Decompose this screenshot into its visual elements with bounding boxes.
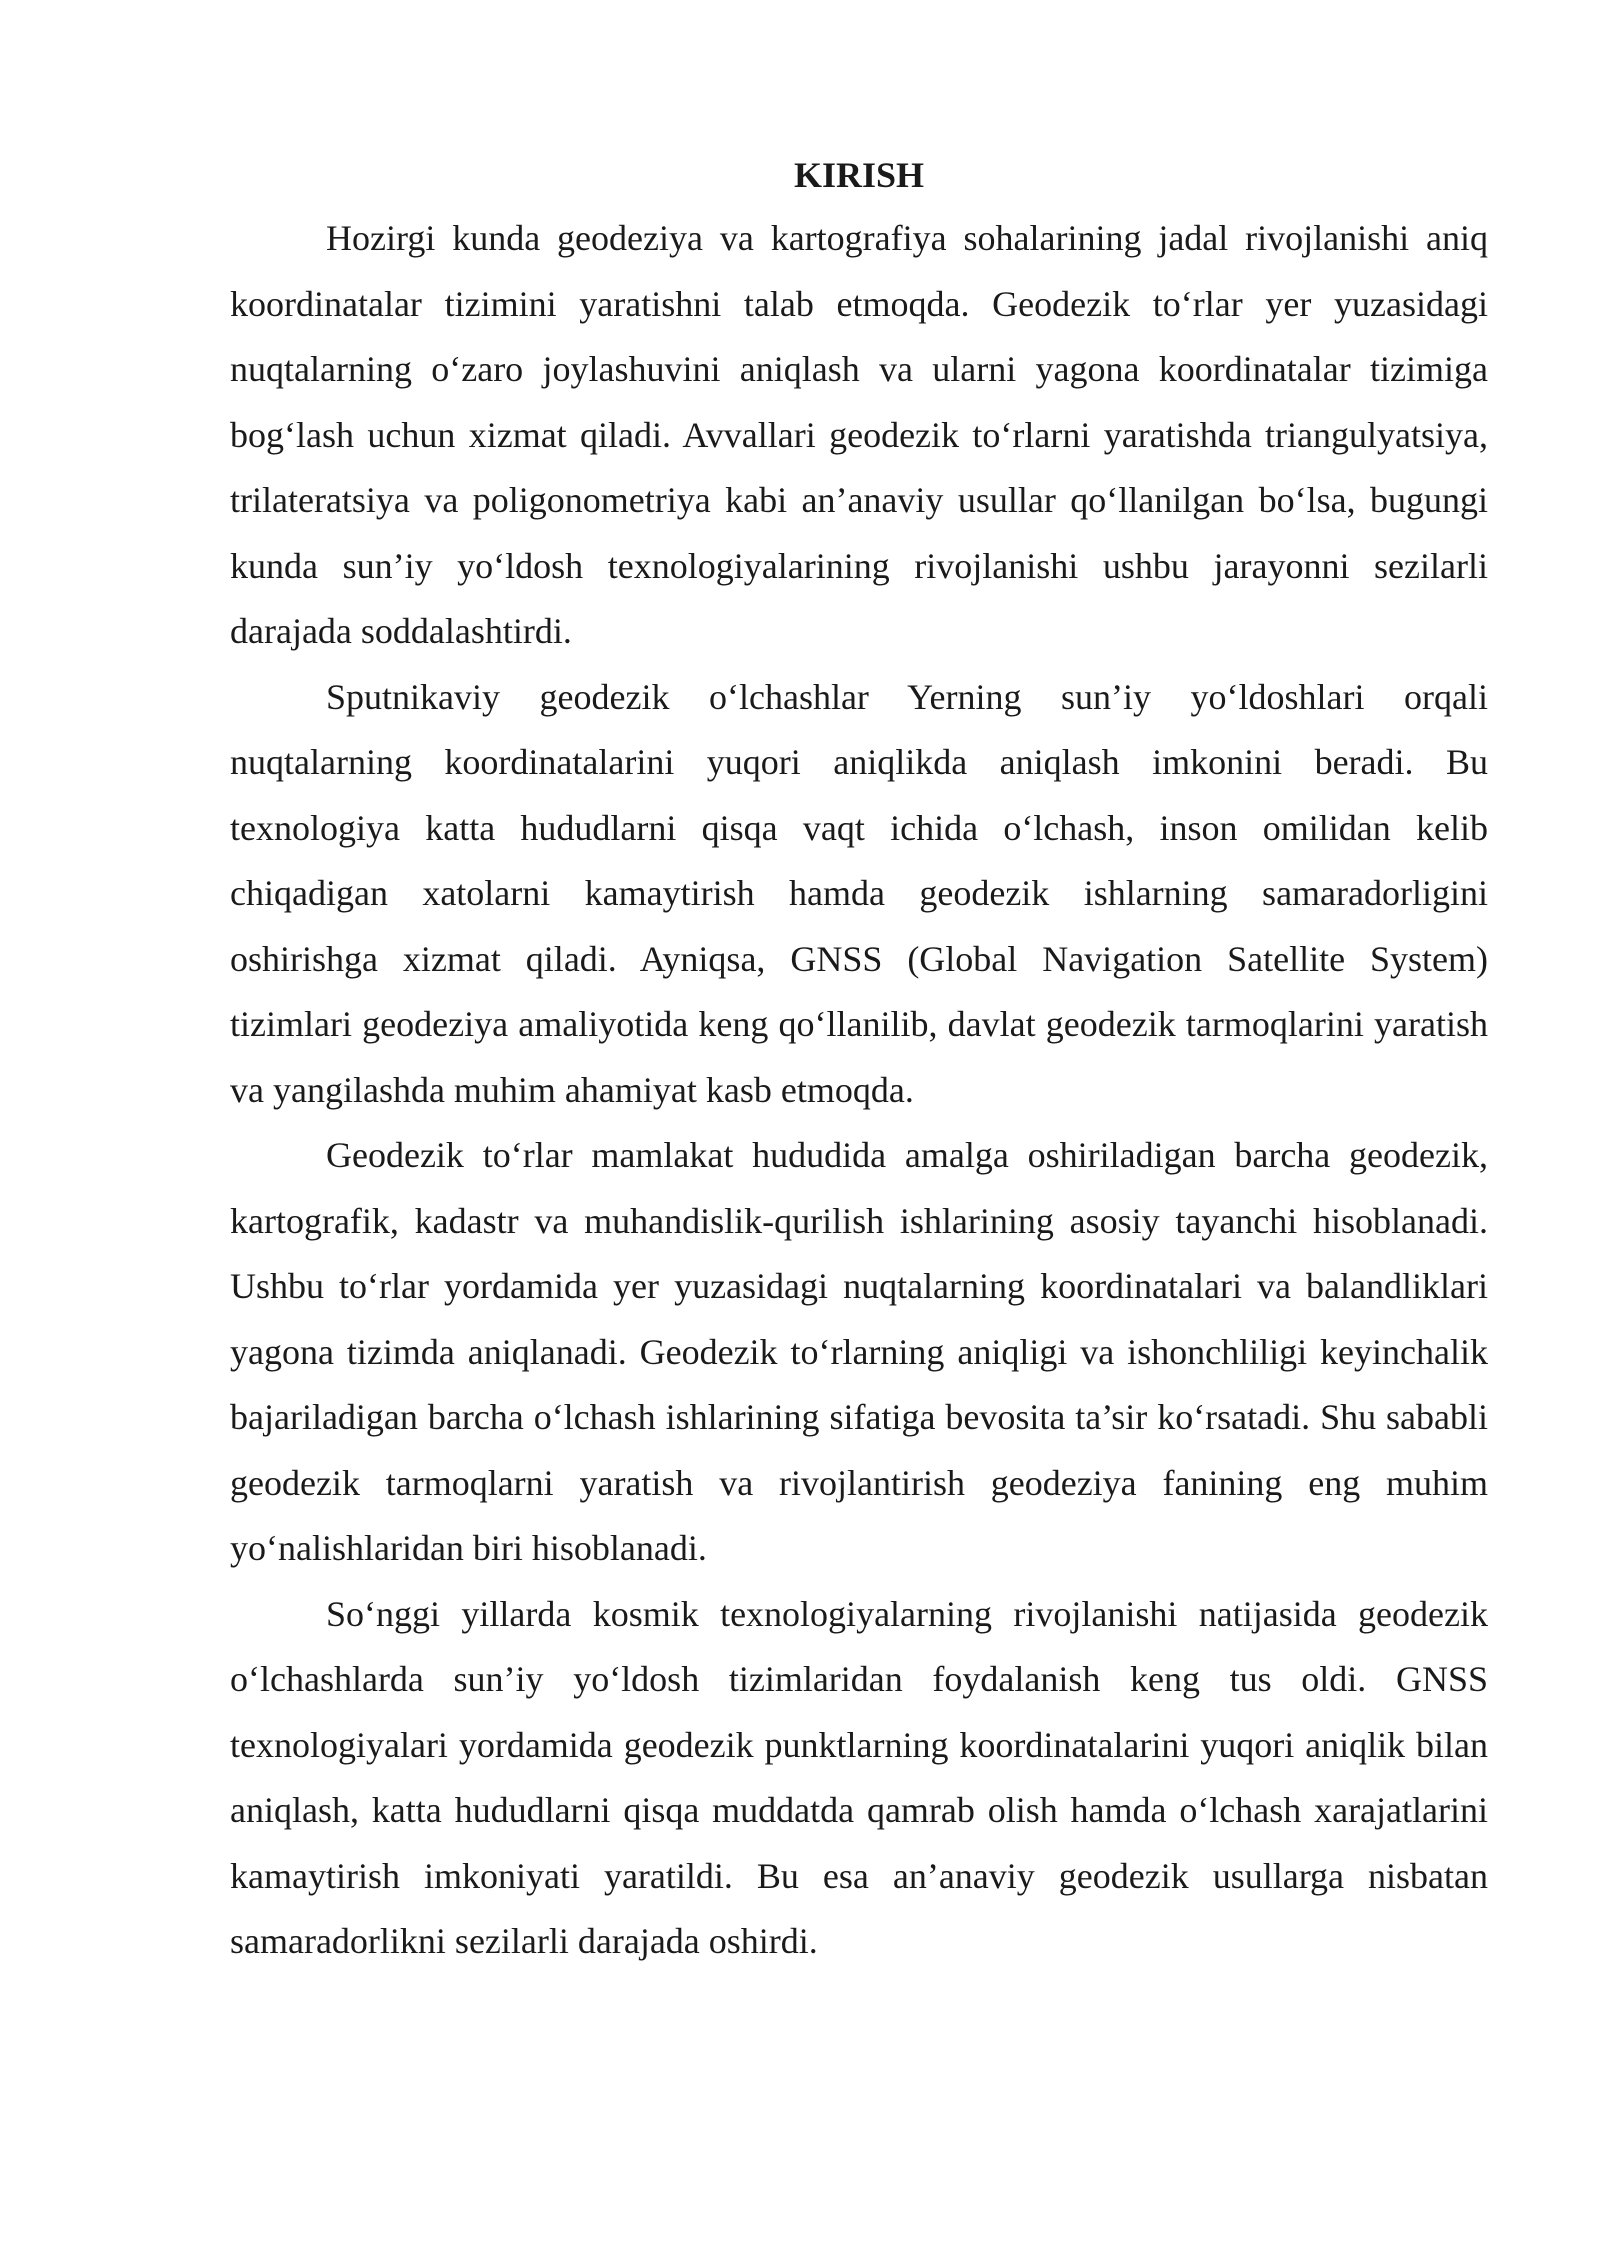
document-body (230, 150, 1488, 1975)
page-title: KIRISH (793, 155, 925, 195)
paragraph-2: Sputnikaviy geodezik o‘lchashlar Yerning sun’iy yo‘ldoshlari orqali nuqtalarning koordinatalarini yuqori aniqlikda aniqlash imkonini beradi. Bu texnologiya katta hududlarni qisqa vaqt ichida o‘lchash, inson omilidan kelib chiqadigan xatolarni kamaytirish hamda geodezik ishlarning samaradorligini oshirishga xizmat qiladi. Ayniqsa, GNSS (Global Navigation Satellite System) tizimlari geodeziya amaliyotida keng qo‘llanilib, davlat geodezik tarmoqlarini yaratish va yangilashda muhim ahamiyat kasb etmoqda. (230, 676, 1488, 1110)
paragraph-1: Hozirgi kunda geodeziya va kartografiya sohalarining jadal rivojlanishi aniq koordinatalar tizimini yaratishni talab etmoqda. Geodezik to‘rlar yer yuzasidagi nuqtalarning o‘zaro joylashuvini aniqlash va ularni yagona koordinatalar tizimiga bog‘lash uchun xizmat qiladi. Avvallari geodezik to‘rlarni yaratishda triangulyatsiya, trilateratsiya va poligonometriya kabi an’anaviy usullar qo‘llanilgan bo‘lsa, bugungi kunda sun’iy yo‘ldosh texnologiyalarining rivojlanishi ushbu jarayonni sezilarli darajada soddalashtirdi. (230, 218, 1488, 651)
paragraph-4: So‘nggi yillarda kosmik texnologiyalarning rivojlanishi natijasida geodezik o‘lchashlarda sun’iy yo‘ldosh tizimlaridan foydalanish keng tus oldi. GNSS texnologiyalari yordamida geodezik punktlarning koordinatalarini yuqori aniqlik bilan aniqlash, katta hududlarni qisqa muddatda qamrab olish hamda o‘lchash xarajatlarini kamaytirish imkoniyati yaratildi. Bu esa an’anaviy geodezik usullarga nisbatan samaradorlikni sezilarli darajada oshirdi. (230, 1593, 1488, 1961)
paragraph-3: Geodezik to‘rlar mamlakat hududida amalga oshiriladigan barcha geodezik, kartografik, kadastr va muhandislik-qurilish ishlarining asosiy tayanchi hisoblanadi. Ushbu to‘rlar yordamida yer yuzasidagi nuqtalarning koordinatalari va balandliklari yagona tizimda aniqlanadi. Geodezik to‘rlarning aniqligi va ishonchliligi keyinchalik bajariladigan barcha o‘lchash ishlarining sifatiga bevosita ta’sir ko‘rsatadi. Shu sababli geodezik tarmoqlarni yaratish va rivojlantirish geodeziya fanining eng muhim yo‘nalishlaridan biri hisoblanadi. (230, 1135, 1488, 1568)
